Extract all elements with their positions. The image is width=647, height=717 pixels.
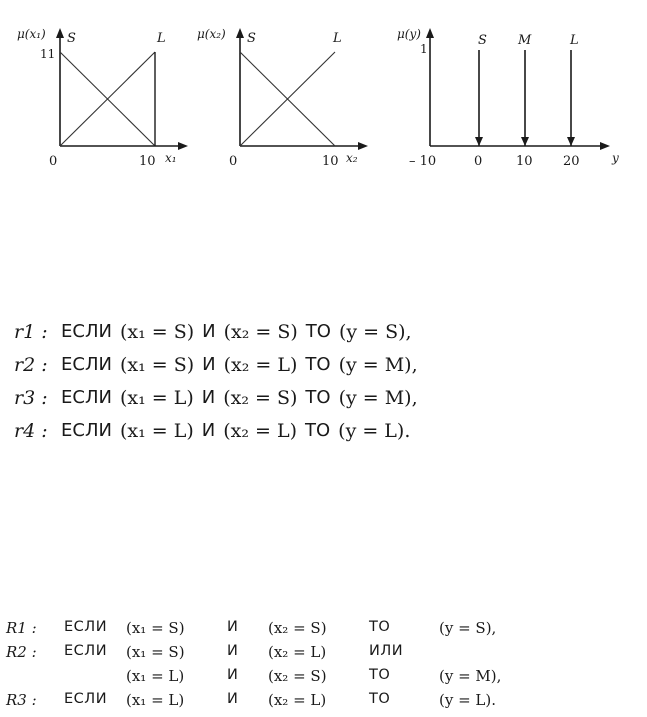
if-keyword: ЕСЛИ: [64, 643, 108, 659]
rule-base-b: [6, 617, 636, 713]
chart-y: [397, 27, 619, 169]
rule-label: R1 :: [6, 619, 37, 637]
y-axis-arrow-icon: [236, 28, 244, 38]
then-keyword: ТО: [305, 387, 331, 408]
condition-x1: (x₁ = L): [119, 386, 194, 409]
condition-x1: (x₁ = S): [119, 353, 195, 376]
condition-x2: (x₂ = L): [223, 353, 298, 376]
condition-x2: (x₂ = L): [268, 643, 327, 661]
condition-x2: (x₂ = S): [223, 386, 298, 409]
or-keyword: ИЛИ: [369, 643, 404, 659]
x-axis-arrow-icon: [600, 142, 610, 150]
rule-label: R2 :: [6, 643, 37, 661]
series-label-s: S: [478, 33, 487, 48]
series-label-l: L: [333, 31, 342, 46]
rule-label: r2 :: [14, 353, 48, 376]
condition-x1: (x₁ = S): [126, 619, 185, 637]
condition-x1: (x₁ = S): [119, 320, 195, 343]
then-keyword: ТО: [369, 691, 391, 707]
rule-label: r4 :: [14, 419, 48, 442]
x-tick-label: 20: [563, 154, 580, 169]
if-keyword: ЕСЛИ: [61, 321, 112, 342]
series-label-s: S: [247, 31, 256, 46]
x-axis-label: y: [612, 151, 619, 165]
x-tick-label: 10: [139, 154, 156, 169]
x-tick-label: – 10: [409, 154, 437, 169]
chart-x1: [17, 27, 188, 169]
rule-row: [14, 381, 634, 414]
condition-x2: (x₂ = S): [268, 619, 327, 637]
rule-row: [14, 348, 634, 381]
series-label-m: M: [518, 33, 532, 48]
y-axis-label: μ(x₁): [17, 27, 46, 41]
x-tick-label: 10: [516, 154, 533, 169]
rule-row: [14, 315, 634, 348]
rule-row: [6, 641, 636, 665]
if-keyword: ЕСЛИ: [64, 619, 108, 635]
conclusion: (y = M),: [439, 667, 502, 685]
chart-x2: [197, 27, 368, 169]
then-keyword: ТО: [305, 321, 331, 342]
x-axis-label: x₂: [346, 151, 358, 165]
rule-label: r1 :: [14, 320, 48, 343]
condition-x2: (x₂ = S): [223, 320, 298, 343]
conclusion: (y = S),: [338, 320, 412, 343]
y-axis-label: μ(x₂): [197, 27, 226, 41]
if-keyword: ЕСЛИ: [61, 354, 112, 375]
condition-x1: (x₁ = L): [126, 691, 185, 709]
conclusion: (y = M),: [338, 386, 418, 409]
y-tick-label: 11: [40, 47, 56, 61]
if-keyword: ЕСЛИ: [61, 387, 112, 408]
and-keyword: И: [227, 667, 239, 683]
if-keyword: ЕСЛИ: [61, 420, 112, 441]
condition-x2: (x₂ = L): [268, 691, 327, 709]
series-label-l: L: [570, 33, 579, 48]
condition-x1: (x₁ = L): [119, 419, 194, 442]
x-tick-label: 0: [474, 154, 483, 169]
series-label-s: S: [67, 31, 76, 46]
x-axis-arrow-icon: [358, 142, 368, 150]
membership-charts: [0, 0, 647, 190]
then-keyword: ТО: [304, 420, 331, 441]
y-tick-label: 1: [420, 42, 428, 56]
condition-x2: (x₂ = L): [223, 419, 297, 442]
x-axis-label: x₁: [165, 151, 177, 165]
conclusion: (y = L).: [338, 419, 411, 442]
conclusion: (y = L).: [439, 691, 497, 709]
if-keyword: ЕСЛИ: [64, 691, 108, 707]
and-keyword: И: [227, 643, 239, 659]
rule-row: [6, 665, 636, 689]
series-label-l: L: [157, 31, 166, 46]
y-axis-label: μ(y): [397, 27, 421, 41]
rule-row: [6, 617, 636, 641]
condition-x1: (x₁ = L): [126, 667, 185, 685]
and-keyword: И: [227, 619, 239, 635]
rule-base-a: [14, 315, 634, 447]
condition-x2: (x₂ = S): [268, 667, 327, 685]
condition-x1: (x₁ = S): [126, 643, 185, 661]
conclusion: (y = S),: [439, 619, 497, 637]
and-keyword: И: [202, 354, 216, 375]
and-keyword: И: [201, 420, 216, 441]
y-axis-arrow-icon: [56, 28, 64, 38]
x-tick-label: 10: [322, 154, 339, 169]
rule-label: r3 :: [14, 386, 48, 409]
x-tick-label: 0: [49, 154, 58, 169]
conclusion: (y = M),: [338, 353, 418, 376]
and-keyword: И: [227, 691, 239, 707]
x-tick-label: 0: [229, 154, 238, 169]
and-keyword: И: [202, 321, 216, 342]
rule-label: R3 :: [6, 691, 37, 709]
rule-row: [14, 414, 634, 447]
singleton-l: [567, 50, 575, 146]
then-keyword: ТО: [369, 667, 391, 683]
then-keyword: ТО: [369, 619, 391, 635]
singleton-s: [475, 50, 483, 146]
y-axis-arrow-icon: [426, 28, 434, 38]
rule-row: [6, 689, 636, 713]
x-axis-arrow-icon: [178, 142, 188, 150]
singleton-m: [521, 50, 529, 146]
then-keyword: ТО: [305, 354, 331, 375]
and-keyword: И: [201, 387, 216, 408]
